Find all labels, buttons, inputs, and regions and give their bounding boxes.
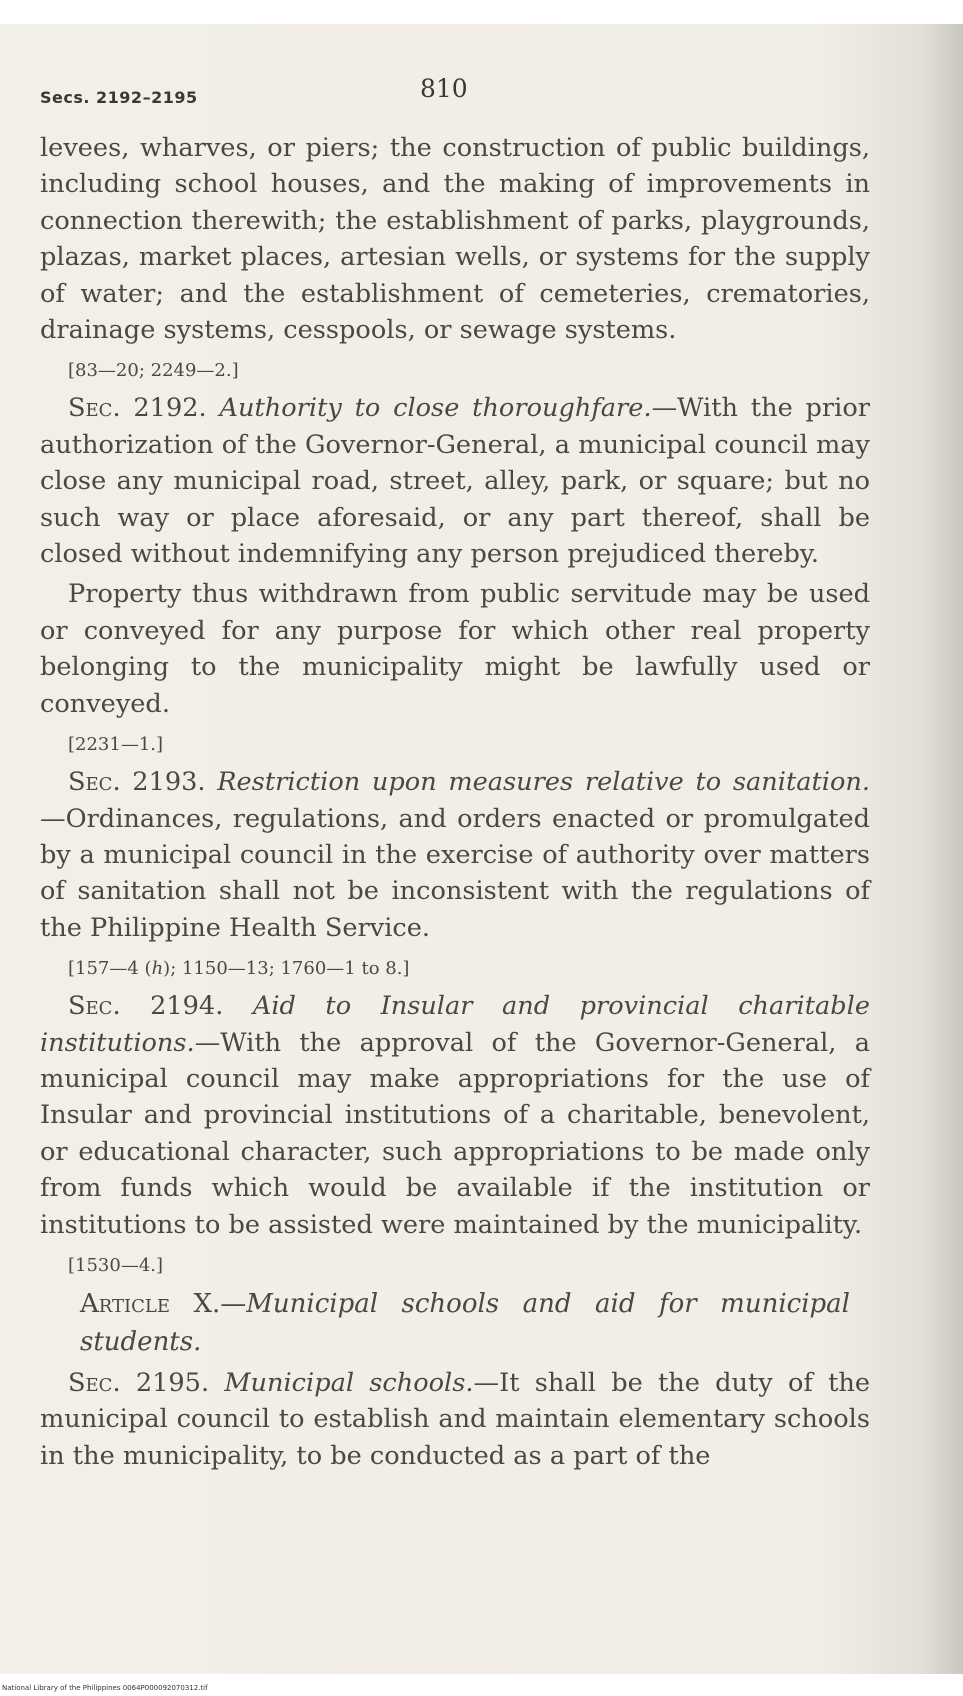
citation-part: ); 1150—13; 1760—1 to 8.] (163, 958, 410, 980)
page-body (40, 130, 870, 1474)
section-2193 (40, 764, 870, 946)
section-2192 (40, 390, 870, 572)
section-title: Municipal schools. (224, 1367, 474, 1398)
section-2195 (40, 1365, 870, 1474)
section-title: Restriction upon measures relative to sanitation. (217, 767, 870, 798)
section-label: Sec. 2195. (68, 1367, 210, 1398)
citation-part: h (151, 958, 164, 980)
section-text: —With the prior authorization of the Governor-General, a municipal council may close any municipal road, street, alley, park, or square; but no such way or place aforesaid, or any part thereof, shall be closed without indemnifying any person prejudiced thereby. (40, 393, 870, 570)
citation: [83—20; 2249—2.] (68, 360, 239, 382)
citation (68, 954, 870, 984)
citation-part: [157—4 ( (68, 958, 152, 980)
paragraph-continued: levees, wharves, or piers; the construction of public buildings, including school houses, and the making of improvements in connection therewith; the establishment of parks, playgrounds, plazas, market places, artesian wells, or systems for the supply of water; and the establishment of cemeteries, crematories, drainage systems, cesspools, or sewage systems. (40, 133, 870, 346)
article-title: —Municipal schools and aid for municipal students. (80, 1288, 850, 1357)
section-label: Sec. 2194. (68, 991, 224, 1022)
section-label: Sec. 2192. (68, 393, 207, 424)
scan-watermark: National Library of the Philippines 0064P000092070312.tif (2, 1684, 208, 1692)
section-title: Aid to Insular and provincial charitable institutions. (40, 991, 870, 1058)
page-header (0, 0, 963, 110)
section-range: Secs. 2192–2195 (40, 88, 198, 107)
article-heading (40, 1285, 870, 1361)
citation: [1530—4.] (68, 1254, 164, 1276)
section-2194 (40, 988, 870, 1243)
section-text: —Ordinances, regulations, and orders enacted or promulgated by a municipal council in the exercise of authority over matters of sanitation shall not be inconsistent with the regulations of the Philippine Health Service. (40, 803, 870, 943)
section-text: —With the approval of the Governor-General, a municipal council may make appropriations for the use of Insular and provincial institutions of a charitable, benevolent, or educational character, such appropriations to be made only from funds which would be available if the institution or institutions to be assisted were maintained by the municipality. (40, 1027, 870, 1240)
section-title: Authority to close thoroughfare. (219, 393, 652, 424)
paragraph-property: Property thus withdrawn from public servitude may be used or conveyed for any purpose for which other real property belonging to the municipality might be lawfully used or conveyed. (40, 579, 870, 719)
page-number: 810 (420, 74, 468, 103)
citation: [2231—1.] (68, 734, 164, 756)
article-label: Article X. (80, 1288, 221, 1319)
section-text: —It shall be the duty of the municipal council to establish and maintain elementary schools in the municipality, to be conducted as a part of the (40, 1367, 870, 1471)
section-label: Sec. 2193. (68, 767, 206, 798)
